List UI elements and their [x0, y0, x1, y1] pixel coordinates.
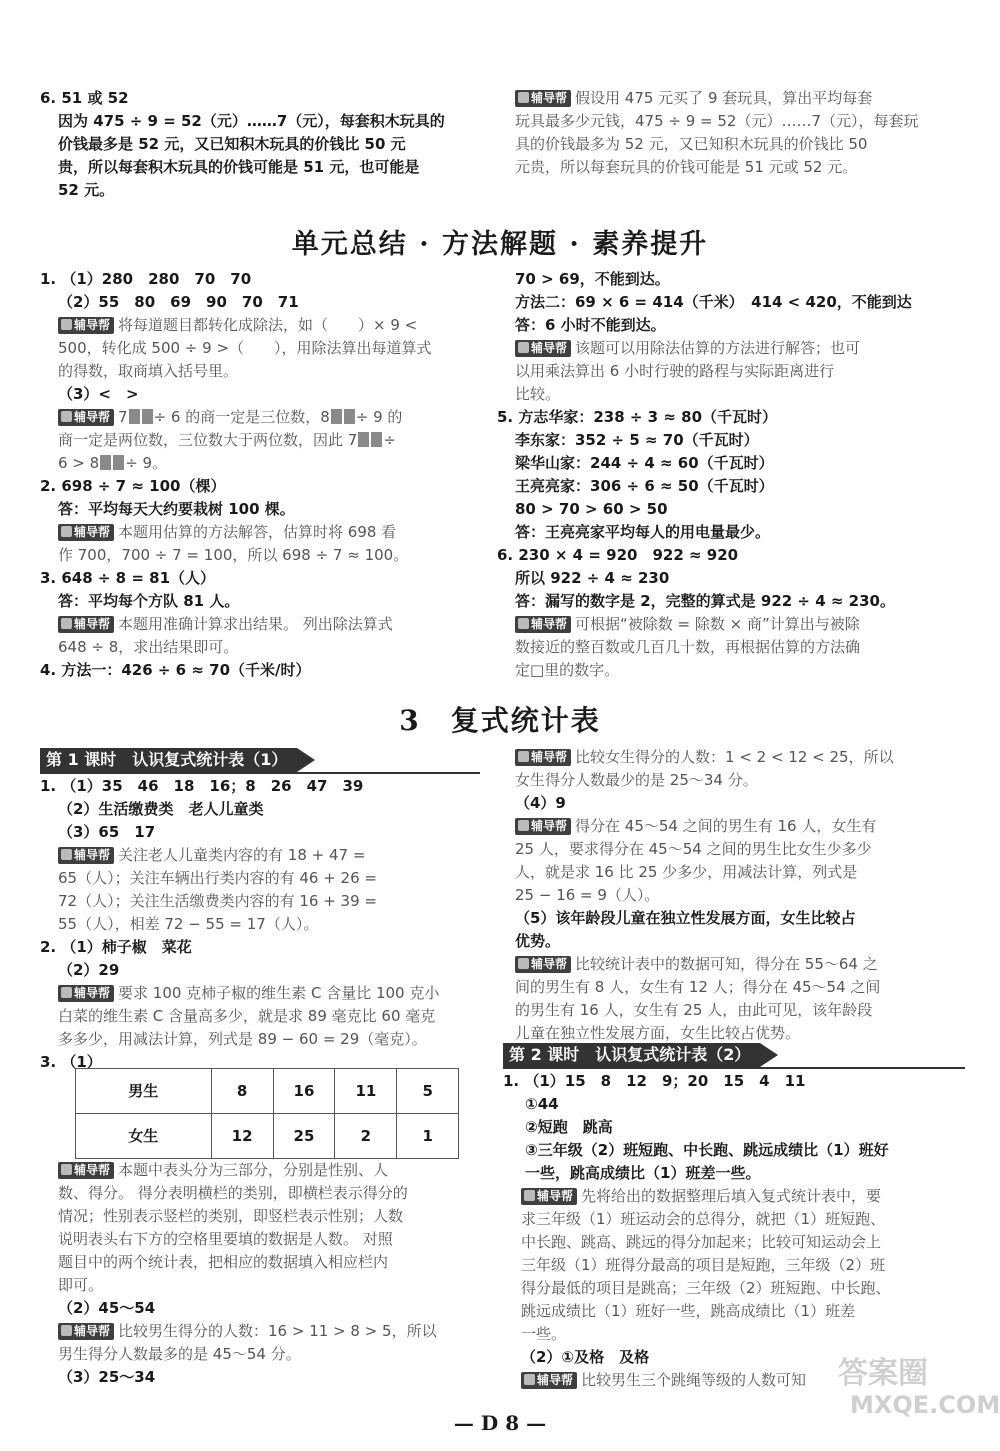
answer-line: 80 > 70 > 60 > 50 — [515, 500, 668, 518]
answer-line: 答：6 小时不能到达。 — [515, 316, 666, 334]
answer-line: 一些，跳高成绩比（1）班差一些。 — [525, 1164, 761, 1182]
blank-box — [113, 455, 124, 470]
tip-text: 假设用 475 元买了 9 套玩具，算出平均每套 — [575, 89, 873, 107]
tip-text: 得分最低的项目是跳高；三年级（2）班短跑、中长跑、 — [521, 1279, 891, 1297]
tip-text: 求三年级（1）班运动会的总得分，就把（1）班短跑、 — [521, 1210, 886, 1228]
section1-right — [497, 268, 965, 682]
answer-line: ②短跑 跳高 — [525, 1118, 613, 1136]
tutor-badge: 辅导帮 — [521, 1372, 577, 1389]
answer-line: （2）55 80 69 90 70 71 — [58, 293, 299, 311]
tutor-badge: 辅导帮 — [515, 956, 571, 973]
answer-line: 价钱最多是 52 元，又已知积木玩具的价钱比 50 元 — [58, 135, 406, 153]
tip-text: 比较。 — [515, 385, 561, 403]
answer-line: （3）65 17 — [58, 823, 156, 841]
answer-line: （2）45～54 — [58, 1299, 156, 1317]
answer-line: （3）25～34 — [58, 1368, 156, 1386]
tip-text: 要求 100 克柿子椒的维生素 C 含量比 100 克小 — [118, 984, 440, 1002]
answer-line: 2. 698 ÷ 7 ≈ 100（棵） — [40, 477, 226, 495]
tutor-icon — [518, 92, 529, 103]
tutor-icon — [61, 319, 72, 330]
tip-text: 玩具最多少元钱，475 ÷ 9 = 52（元）……7（元），每套玩 — [515, 112, 919, 130]
answer-line: 52 元。 — [58, 181, 115, 199]
answer-line: 方法二：69 × 6 = 414（千米） 414 < 420，不能到达 — [515, 293, 912, 311]
tutor-icon — [61, 1325, 72, 1336]
section2-left — [40, 775, 480, 1074]
tip-text: 65（人）；关注车辆出行类内容的有 46 + 26 = — [58, 869, 377, 887]
answer-line: 答：平均每天大约要栽树 100 棵。 — [58, 500, 295, 518]
table-cell: 25 — [273, 1114, 335, 1159]
section-title: 单元总结 · 方法解题 · 素养提升 — [291, 229, 709, 260]
tip-text: 儿童在独立性发展方面，女生比较占优势。 — [515, 1024, 801, 1042]
lesson-header: 第 2 课时 认识复式统计表（2） — [503, 1043, 760, 1067]
blank-box — [129, 409, 140, 424]
tip-text: 比较男生得分的人数：16 > 11 > 8 > 5，所以 — [118, 1322, 437, 1340]
tutor-icon — [61, 1164, 72, 1175]
table-cell: 男生 — [76, 1069, 212, 1114]
tip-text: 多多少，用减法计算，列式是 89 − 60 = 29（毫克）。 — [58, 1030, 427, 1048]
answer-line: 答：平均每个方队 81 人。 — [58, 592, 240, 610]
tutor-icon — [524, 1374, 535, 1385]
tip-text: 跳远成绩比（1）班好一些，跳高成绩比（1）班差 — [521, 1302, 856, 1320]
tip-text: 数接近的整百数或几百几十数，再根据估算的方法确 — [515, 638, 861, 656]
tip-text: 72（人）；关注生活缴费类内容的有 16 + 39 = — [58, 892, 377, 910]
table-cell: 11 — [335, 1069, 397, 1114]
answer-line: 因为 475 ÷ 9 = 52（元）……7（元），每套积木玩具的 — [58, 112, 445, 130]
lesson-header: 第 1 课时 认识复式统计表（1） — [40, 748, 297, 772]
tutor-icon — [61, 526, 72, 537]
blank-box — [100, 455, 111, 470]
tip-text: 以用乘法算出 6 小时行驶的路程与实际距离进行 — [515, 362, 835, 380]
tip-text: 比较统计表中的数据可知，得分在 55～64 之 — [575, 955, 878, 973]
tip-text: 说明表头右下方的空格里要填的数据是人数。 对照 — [58, 1230, 393, 1248]
blank-box — [142, 409, 153, 424]
blank-box — [344, 409, 355, 424]
answer-line: （2）29 — [58, 961, 120, 979]
tutor-badge: 辅导帮 — [58, 524, 114, 541]
tip-text: 元贵，所以每套玩具的价钱可能是 51 元或 52 元。 — [515, 158, 858, 176]
tutor-badge: 辅导帮 — [515, 616, 571, 633]
answer-line: （5）该年龄段儿童在独立性发展方面，女生比较占 — [515, 909, 856, 927]
chapter-title: 3 复式统计表 — [399, 704, 601, 737]
tutor-badge: 辅导帮 — [58, 985, 114, 1002]
watermark-url: MXQE.COM — [850, 1391, 1000, 1419]
blank-box — [358, 432, 369, 447]
answer-line: 答：漏写的数字是 2，完整的算式是 922 ÷ 4 ≈ 230。 — [515, 592, 895, 610]
tutor-badge: 辅导帮 — [515, 749, 571, 766]
answer-line: 3. 648 ÷ 8 = 81（人） — [40, 569, 216, 587]
table-cell: 女生 — [76, 1114, 212, 1159]
tip-text: 白菜的维生素 C 含量高多少，就是求 89 毫克比 60 毫克 — [58, 1007, 436, 1025]
tip-text: 具的价钱最多为 52 元，又已知积木玩具的价钱比 50 — [515, 135, 868, 153]
blank-box — [331, 409, 342, 424]
table-cell: 1 — [397, 1114, 459, 1159]
tip-text: 人，就是求 16 比 25 少多少，用减法计算，列式是 — [515, 863, 858, 881]
answer-line: 4. 方法一：426 ÷ 6 ≈ 70（千米/时） — [40, 661, 311, 679]
stats-table — [75, 1068, 459, 1159]
page-number: — D 8 — — [453, 1411, 547, 1435]
tutor-badge: 辅导帮 — [58, 1323, 114, 1340]
answer-line: 优势。 — [515, 932, 561, 950]
tip-text: 648 ÷ 8，求出结果即可。 — [58, 638, 239, 656]
tip-text: 本题用估算的方法解答，估算时将 698 看 — [118, 523, 397, 541]
answer-line: 王亮亮家：306 ÷ 6 ≈ 50（千瓦时） — [515, 477, 774, 495]
answer-line: 3. （1） — [40, 1053, 102, 1071]
table-row — [76, 1114, 459, 1159]
table-cell: 2 — [335, 1114, 397, 1159]
section2-right-lower — [503, 1070, 965, 1392]
tutor-icon — [61, 849, 72, 860]
tutor-icon — [61, 618, 72, 629]
tip-text: 即可。 — [58, 1276, 104, 1294]
table-cell: 16 — [273, 1069, 335, 1114]
answer-line: 梁华山家：244 ÷ 4 ≈ 60（千瓦时） — [515, 454, 774, 472]
top-right-tip — [515, 87, 965, 179]
tip-text: 500，转化成 500 ÷ 9 >（ ），用除法算出每道算式 — [58, 339, 432, 357]
answer-line: （4）9 — [515, 794, 566, 812]
tip-text: 比较女生得分的人数：1 < 2 < 12 < 25，所以 — [575, 748, 894, 766]
tip-text: 关注老人儿童类内容的有 18 + 47 = — [118, 846, 366, 864]
answer-line: 6. 51 或 52 — [40, 89, 129, 107]
answer-line: 1. （1）35 46 18 16；8 26 47 39 — [40, 777, 364, 795]
tip-text: 将每道题目都转化成除法，如（ ）× 9 < — [118, 316, 418, 334]
answer-line: 70 > 69，不能到达。 — [515, 270, 670, 288]
section1-left: 1. （1）280 280 70 70 （2）55 80 69 90 70 71 辅导帮 将每道题目都转化成除法，如（ ）× 9 < 500，转化成 500 ÷ 9 >（ ），用除法算出每道算式 的得数，取商填入括号里。 （3）< > 辅导帮 7 ÷ 6 的商一定是三位数，8 ÷ 9 的 商一定是两位数，三位数大于两位数，因此 7 ÷ 6 > 8 ÷ 9。 2. 698 ÷ 7 ≈ 100（棵） 答：平均每天大约要栽树 100 棵。 辅导帮 本题用估算的方法解答，估算时将 698 看 作 700，700 ÷ 7 = 100，所以 698 ÷ 7 ≈ 100。 3. 648 ÷ 8 = 81（人） 答：平均每个方队 81 人。 辅导帮 本题用准确计算求出结果。 列出除法算式 648 ÷ 8，求出结果即可。 4. 方法一：426 ÷ 6 ≈ 70（千米/时） — [40, 268, 480, 682]
tutor-icon — [518, 820, 529, 831]
tip-text: 间的男生有 8 人，女生有 12 人；得分在 45～54 之间 — [515, 978, 881, 996]
tip-text: 的男生有 16 人，女生有 25 人，由此可见，该年龄段 — [515, 1001, 873, 1019]
table-row — [76, 1069, 459, 1114]
tip-text: 定□里的数字。 — [515, 661, 620, 679]
tutor-badge: 辅导帮 — [521, 1188, 577, 1205]
tutor-icon — [524, 1190, 535, 1201]
tip-text: 该题可以用除法估算的方法进行解答；也可 — [575, 339, 861, 357]
table-cell: 8 — [211, 1069, 273, 1114]
tip-text: 比较男生三个跳绳等级的人数可知 — [581, 1371, 807, 1389]
answer-line: 答：王亮亮家平均每人的用电量最少。 — [515, 523, 771, 541]
tip-text: 25 − 16 = 9（人）。 — [515, 886, 660, 904]
answer-line: 贵，所以每套积木玩具的价钱可能是 51 元，也可能是 — [58, 158, 420, 176]
tip-text: 先将给出的数据整理后填入复式统计表中，要 — [581, 1187, 882, 1205]
answer-line: 5. 方志华家：238 ÷ 3 ≈ 80（千瓦时） — [497, 408, 778, 426]
tip-text: 一些。 — [521, 1325, 567, 1343]
answer-line: 所以 922 ÷ 4 ≈ 230 — [515, 569, 670, 587]
answer-line: （2）生活缴费类 老人儿童类 — [58, 800, 264, 818]
tip-text: 题目中的两个统计表，把相应的数据填入相应栏内 — [58, 1253, 389, 1271]
tutor-badge: 辅导帮 — [515, 818, 571, 835]
blank-box — [371, 432, 382, 447]
tip-text: 数、得分。 得分表明横栏的类别，即横栏表示得分的 — [58, 1184, 408, 1202]
tutor-icon — [518, 958, 529, 969]
tutor-icon — [518, 342, 529, 353]
top-left-answer — [40, 87, 480, 202]
answer-line: 2. （1）柿子椒 菜花 — [40, 938, 192, 956]
table-cell: 5 — [397, 1069, 459, 1114]
answer-line: 李东家：352 ÷ 5 ≈ 70（千瓦时） — [515, 431, 759, 449]
section2-right — [515, 746, 965, 1045]
tip-text: 情况；性别表示竖栏的类别，即竖栏表示性别；人数 — [58, 1207, 404, 1225]
tutor-icon — [518, 618, 529, 629]
answer-line: 1. （1）15 8 12 9；20 15 4 11 — [503, 1072, 806, 1090]
table-cell: 12 — [211, 1114, 273, 1159]
tip-text: 本题中表头分为三部分，分别是性别、人 — [118, 1161, 389, 1179]
tip-text: 作 700，700 ÷ 7 = 100，所以 698 ÷ 7 ≈ 100。 — [58, 546, 409, 564]
tutor-icon — [518, 751, 529, 762]
tutor-badge: 辅导帮 — [58, 616, 114, 633]
tip-text: 中长跑、跳高、跳远的得分加起来；比较可知运动会上 — [521, 1233, 882, 1251]
watermark-logo: 答案圈 — [838, 1356, 928, 1391]
tip-text: 的得数，取商填入括号里。 — [58, 362, 239, 380]
answer-line: ①44 — [525, 1095, 559, 1113]
tip-text: 可根据“被除数 = 除数 × 商”计算出与被除 — [575, 615, 860, 633]
tip-text: 女生得分人数最少的是 25～34 分。 — [515, 771, 758, 789]
tip-text: 三年级（1）班得分最高的项目是短跑，三年级（2）班 — [521, 1256, 886, 1274]
tutor-badge: 辅导帮 — [515, 340, 571, 357]
divider — [40, 772, 480, 774]
tutor-badge: 辅导帮 — [58, 847, 114, 864]
answer-line: （3）< > — [58, 385, 139, 403]
tip-text: 男生得分人数最多的是 45～54 分。 — [58, 1345, 301, 1363]
tutor-icon — [61, 411, 72, 422]
tutor-badge: 辅导帮 — [58, 409, 114, 426]
answer-line: （2）①及格 及格 — [521, 1348, 650, 1366]
answer-line: 6. 230 × 4 = 920 922 ≈ 920 — [497, 546, 739, 564]
tip-text: 本题用准确计算求出结果。 列出除法算式 — [118, 615, 393, 633]
tip-text: 得分在 45～54 之间的男生有 16 人，女生有 — [575, 817, 877, 835]
divider — [503, 1067, 965, 1069]
tutor-badge: 辅导帮 — [58, 317, 114, 334]
tutor-icon — [61, 987, 72, 998]
tip-text: 55（人），相差 72 − 55 = 17（人）。 — [58, 915, 319, 933]
tip-text: 25 人，要求得分在 45～54 之间的男生比女生少多少 — [515, 840, 872, 858]
section2-left-lower — [40, 1159, 480, 1389]
tutor-badge: 辅导帮 — [58, 1162, 114, 1179]
tutor-badge: 辅导帮 — [515, 90, 571, 107]
answer-line: 1. （1）280 280 70 70 — [40, 270, 252, 288]
answer-line: ③三年级（2）班短跑、中长跑、跳远成绩比（1）班好 — [525, 1141, 889, 1159]
